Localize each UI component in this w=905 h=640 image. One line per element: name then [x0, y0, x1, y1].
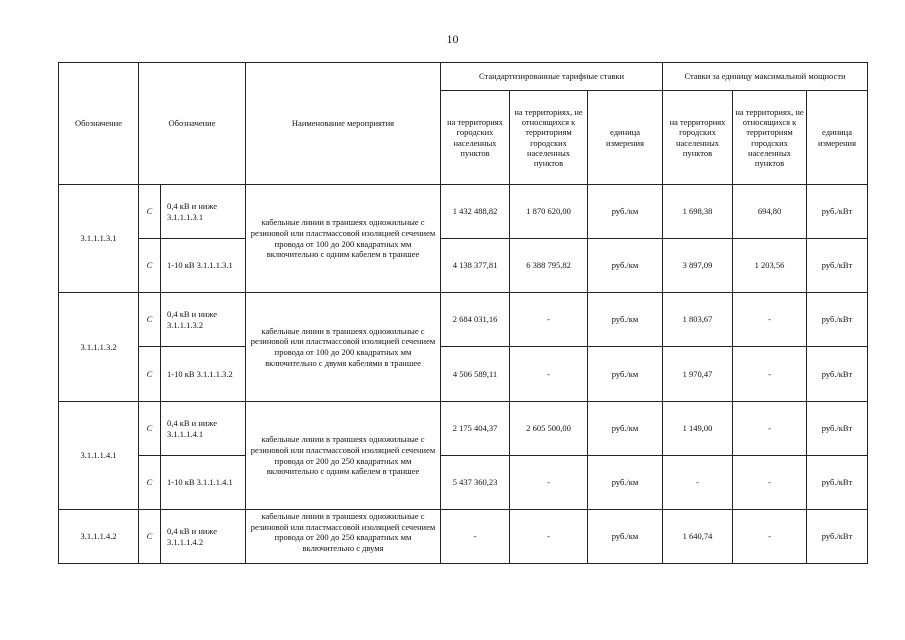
group-code: 3.1.1.1.4.1	[59, 402, 139, 510]
pow-nonurban-value: -	[733, 402, 807, 456]
activity-description: кабельные линии в траншеях одножильные с резиновой или пластмассовой изоляцией сечением провода от 100 до 200 квадратных мм включительно с одним кабелем в траншее	[246, 185, 441, 293]
voltage-symbol: С	[139, 239, 161, 293]
table-row	[59, 402, 868, 456]
std-unit-value: руб./км	[588, 239, 663, 293]
voltage-symbol: С	[139, 293, 161, 347]
voltage-level: 1-10 кВ 3.1.1.1.3.2	[161, 347, 246, 402]
voltage-level: 1-10 кВ 3.1.1.1.4.1	[161, 456, 246, 510]
header-power-rates: Ставки за единицу максимальной мощности	[663, 63, 868, 91]
group-code: 3.1.1.1.3.1	[59, 185, 139, 293]
pow-urban-value: 1 640,74	[663, 510, 733, 564]
std-nonurban-value: 6 388 795,82	[510, 239, 588, 293]
pow-unit-value: руб./кВт	[807, 293, 868, 347]
std-urban-value: 4 138 377,81	[441, 239, 510, 293]
voltage-symbol: С	[139, 185, 161, 239]
std-urban-value: 1 432 488,82	[441, 185, 510, 239]
pow-nonurban-value: -	[733, 347, 807, 402]
table-row	[59, 293, 868, 347]
table-row	[59, 185, 868, 239]
pow-nonurban-value: 694,80	[733, 185, 807, 239]
pow-nonurban-value: 1 203,56	[733, 239, 807, 293]
header-activity-name: Наименование мероприятия	[246, 63, 441, 185]
header-std-unit: единица измерения	[588, 91, 663, 185]
tariff-table	[58, 62, 868, 564]
pow-unit-value: руб./кВт	[807, 347, 868, 402]
std-nonurban-value: -	[510, 347, 588, 402]
voltage-symbol: С	[139, 510, 161, 564]
pow-urban-value: 1 803,67	[663, 293, 733, 347]
std-nonurban-value: 1 870 620,00	[510, 185, 588, 239]
std-urban-value: 2 175 404,37	[441, 402, 510, 456]
group-code: 3.1.1.1.3.2	[59, 293, 139, 402]
voltage-level: 0,4 кВ и ниже 3.1.1.1.3.1	[161, 185, 246, 239]
std-unit-value: руб./км	[588, 510, 663, 564]
pow-urban-value: 1 698,38	[663, 185, 733, 239]
voltage-level: 0,4 кВ и ниже 3.1.1.1.4.2	[161, 510, 246, 564]
std-unit-value: руб./км	[588, 293, 663, 347]
std-nonurban-value: 2 605 500,00	[510, 402, 588, 456]
pow-unit-value: руб./кВт	[807, 402, 868, 456]
std-urban-value: -	[441, 510, 510, 564]
pow-urban-value: -	[663, 456, 733, 510]
table-row	[59, 347, 868, 402]
std-urban-value: 2 684 031,16	[441, 293, 510, 347]
pow-unit-value: руб./кВт	[807, 239, 868, 293]
voltage-level: 0,4 кВ и ниже 3.1.1.1.4.1	[161, 402, 246, 456]
table-row	[59, 456, 868, 510]
pow-urban-value: 1 149,00	[663, 402, 733, 456]
std-urban-value: 4 506 589,11	[441, 347, 510, 402]
std-unit-value: руб./км	[588, 347, 663, 402]
header-standard-rates: Стандартизированные тарифные ставки	[441, 63, 663, 91]
pow-unit-value: руб./кВт	[807, 185, 868, 239]
voltage-symbol: С	[139, 402, 161, 456]
pow-nonurban-value: -	[733, 293, 807, 347]
header-pow-unit: единица измерения	[807, 91, 868, 185]
voltage-level: 1-10 кВ 3.1.1.1.3.1	[161, 239, 246, 293]
pow-unit-value: руб./кВт	[807, 510, 868, 564]
std-unit-value: руб./км	[588, 402, 663, 456]
header-designation-2: Обозначение	[139, 63, 246, 185]
header-pow-nonurban: на территориях, не относящихся к территориям городских населенных пунктов	[733, 91, 807, 185]
header-pow-urban: на территориях городских населенных пунктов	[663, 91, 733, 185]
activity-description: кабельные линии в траншеях одножильные с резиновой или пластмассовой изоляцией сечением провода от 200 до 250 квадратных мм включительно с одним кабелем в траншее	[246, 402, 441, 510]
group-code: 3.1.1.1.4.2	[59, 510, 139, 564]
std-unit-value: руб./км	[588, 185, 663, 239]
std-nonurban-value: -	[510, 510, 588, 564]
pow-nonurban-value: -	[733, 510, 807, 564]
table-row	[59, 510, 868, 564]
pow-nonurban-value: -	[733, 456, 807, 510]
std-nonurban-value: -	[510, 456, 588, 510]
activity-description: кабельные линии в траншеях одножильные с резиновой или пластмассовой изоляцией сечением провода от 200 до 250 квадратных мм включительно с двумя	[246, 510, 441, 564]
std-nonurban-value: -	[510, 293, 588, 347]
pow-unit-value: руб./кВт	[807, 456, 868, 510]
std-unit-value: руб./км	[588, 456, 663, 510]
header-designation-1: Обозначение	[59, 63, 139, 185]
table-row	[59, 239, 868, 293]
page-number: 10	[446, 32, 459, 46]
header-std-nonurban: на территориях, не относящихся к территориям городских населенных пунктов	[510, 91, 588, 185]
pow-urban-value: 1 970,47	[663, 347, 733, 402]
header-std-urban: на территориях городских населенных пунктов	[441, 91, 510, 185]
voltage-symbol: С	[139, 347, 161, 402]
std-urban-value: 5 437 360,23	[441, 456, 510, 510]
voltage-level: 0,4 кВ и ниже 3.1.1.1.3.2	[161, 293, 246, 347]
activity-description: кабельные линии в траншеях одножильные с резиновой или пластмассовой изоляцией сечением провода от 100 до 200 квадратных мм включительно с двумя кабелями в траншее	[246, 293, 441, 402]
pow-urban-value: 3 897,09	[663, 239, 733, 293]
voltage-symbol: С	[139, 456, 161, 510]
